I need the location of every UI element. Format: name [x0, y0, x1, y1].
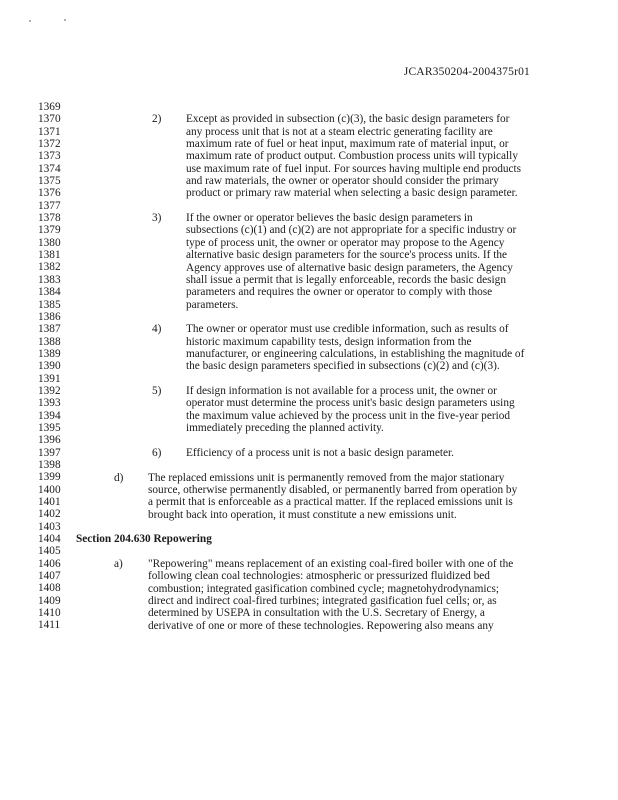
text-line: historic maximum capability tests, design information from the: [186, 335, 472, 348]
text-line: Except as provided in subsection (c)(3), the basic design parameters for: [186, 113, 510, 126]
line-number: 1379: [38, 224, 61, 237]
line-number: 1375: [38, 175, 61, 188]
text-line: subsections (c)(1) and (c)(2) are not appropriate for a specific industry or: [186, 224, 517, 237]
text-line: parameters.: [186, 298, 239, 311]
text-line: the maximum value achieved by the process unit in the five-year period: [186, 409, 511, 422]
line-number: 1388: [38, 335, 61, 348]
paragraph-6: [186, 447, 454, 459]
item-label-4: 4): [152, 323, 162, 336]
item-label-a: a): [114, 557, 123, 570]
line-number: 1382: [38, 261, 61, 274]
text-line: following clean coal technologies: atmospheric or pressurized fluidized bed: [148, 570, 490, 583]
paragraph-a: [148, 558, 513, 632]
text-line: The owner or operator must use credible information, such as results of: [186, 323, 509, 336]
line-number: 1385: [38, 298, 61, 311]
text-line: the basic design parameters specified in subsections (c)(2) and (c)(3).: [186, 360, 500, 373]
document-id: JCAR350204-2004375r01: [403, 66, 530, 78]
line-number: 1411: [38, 619, 61, 632]
line-number: 1401: [38, 496, 61, 508]
line-number: 1377: [38, 199, 61, 212]
text-line: derivative of one or more of these technologies. Repowering also means any: [148, 619, 494, 632]
item-label-6: 6): [152, 446, 162, 459]
line-number: 1406: [38, 557, 61, 570]
text-line: shall issue a permit that is legally enforceable, records the basic design: [186, 273, 506, 286]
text-line: maximum rate of product output. Combustion process units will typically: [186, 150, 518, 163]
line-number: 1392: [38, 384, 61, 397]
line-number: 1383: [38, 273, 61, 286]
text-line: alternative basic design parameters for the source's process units. If the: [186, 249, 508, 262]
line-number: 1404: [38, 533, 61, 546]
text-line: any process unit that is not at a steam electric generating facility are: [186, 125, 493, 138]
paragraph-2: [186, 113, 521, 199]
line-number: 1380: [38, 236, 61, 249]
text-line: maximum rate of fuel or heat input, maximum rate of material input, or: [186, 138, 509, 151]
line-numbers: [38, 101, 72, 632]
text-line: operator must determine the process unit's basic design parameters using: [186, 397, 515, 410]
text-line: immediately preceding the planned activity.: [186, 422, 384, 435]
line-number: 1390: [38, 360, 61, 373]
text-line: determined by USEPA in consultation with the U.S. Secretary of Energy, a: [148, 607, 485, 620]
text-line: a permit that is enforceable as a practical matter. If the replaced emissions unit is: [148, 496, 513, 509]
line-number: 1407: [38, 570, 61, 583]
text-line: If design information is not available for a process unit, the owner or: [186, 385, 497, 398]
line-number: 1396: [38, 434, 61, 447]
line-number: 1391: [38, 372, 61, 385]
line-number: 1384: [38, 286, 61, 299]
line-number: 1394: [38, 409, 61, 422]
text-line: Efficiency of a process unit is not a basic design parameter.: [186, 446, 455, 459]
item-label-d: d): [114, 471, 124, 484]
scan-speck: [29, 20, 31, 22]
line-number: 1405: [38, 545, 61, 558]
text-line: Agency approves use of alternative basic design parameters, the Agency: [186, 261, 513, 274]
line-number: 1399: [38, 471, 61, 484]
text-line: type of process unit, the owner or operator may propose to the Agency: [186, 236, 505, 249]
section-heading: Section 204.630 Repowering: [76, 533, 212, 546]
text-line: manufacturer, or engineering calculations, in establishing the magnitude of: [186, 347, 525, 360]
text-line: product or primary raw material when selecting a basic design parameter.: [186, 187, 518, 200]
item-label-5: 5): [152, 385, 162, 398]
paragraph-3: [186, 212, 516, 311]
line-number: 1408: [38, 582, 61, 595]
line-number: 1376: [38, 187, 61, 200]
text-line: "Repowering" means replacement of an existing coal-fired boiler with one of the: [148, 557, 514, 570]
paragraph-d: [148, 472, 517, 521]
text-line: and raw materials, the owner or operator should consider the primary: [186, 175, 499, 188]
line-number: 1387: [38, 323, 61, 336]
text-line: source, otherwise permanently disabled, or permanently barred from operation by: [148, 483, 518, 496]
line-number: 1381: [38, 249, 61, 262]
text-line: brought back into operation, it must constitute a new emissions unit.: [148, 508, 457, 521]
text-line: direct and indirect coal-fired turbines; integrated gasification fuel cells; or, as: [148, 594, 497, 607]
paragraph-4: [186, 323, 524, 372]
line-number: 1369: [38, 101, 61, 113]
line-number: 1370: [38, 113, 61, 126]
line-number: 1372: [38, 138, 61, 151]
text-line: The replaced emissions unit is permanently removed from the major stationary: [148, 471, 505, 484]
line-number: 1402: [38, 508, 61, 521]
line-number: 1410: [38, 607, 61, 620]
line-number: 1389: [38, 347, 61, 360]
line-number: 1398: [38, 458, 61, 471]
line-number: 1403: [38, 520, 61, 533]
line-number: 1378: [38, 212, 61, 225]
line-number: 1393: [38, 397, 61, 410]
line-number: 1371: [38, 125, 61, 138]
line-number: 1374: [38, 162, 61, 175]
paragraph-5: [186, 385, 515, 434]
line-number: 1395: [38, 421, 61, 434]
line-number: 1400: [38, 483, 61, 496]
scan-speck: [64, 19, 66, 21]
item-label-2: 2): [152, 113, 162, 126]
line-number: 1397: [38, 446, 61, 459]
text-line: parameters and requires the owner or operator to comply with those: [186, 286, 493, 299]
text-line: use maximum rate of fuel input. For sources having multiple end products: [186, 162, 522, 175]
text-line: If the owner or operator believes the basic design parameters in: [186, 212, 473, 225]
line-number: 1386: [38, 310, 61, 323]
line-number: 1373: [38, 150, 61, 163]
line-number: 1409: [38, 594, 61, 607]
item-label-3: 3): [152, 212, 162, 225]
text-line: combustion; integrated gasification combined cycle; magnetohydrodynamics;: [148, 582, 500, 595]
